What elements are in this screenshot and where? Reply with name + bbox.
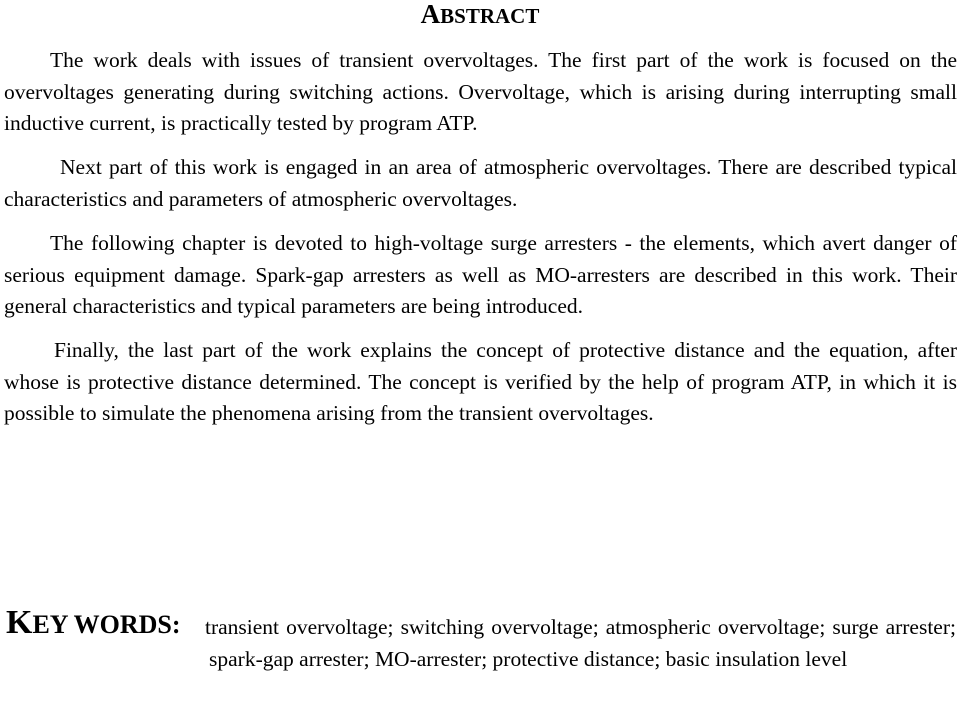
keywords-list: transient overvoltage; switching overvoltage; atmospheric overvoltage; surge arrester; spark-gap arrester; MO-arrester; protective distance; basic insulation level — [205, 615, 956, 671]
abstract-paragraph-2: Next part of this work is engaged in an area of atmospheric overvoltages. There are described typical characteristics and parameters of atmospheric overvoltages. — [4, 155, 957, 211]
abstract-paragraph-1: The work deals with issues of transient overvoltages. The first part of the work is focused on the overvoltages generating during switching actions. Overvoltage, which is arising during interrupting small inductive current, is practically tested by program ATP. — [4, 48, 957, 135]
abstract-paragraph-4: Finally, the last part of the work explains the concept of protective distance and the equation, after whose is protective distance determined. The concept is verified by the help of program ATP, in which it is possible to simulate the phenomena arising from the transient overvoltages. — [4, 338, 957, 425]
keywords-label-rest: EY WORDS — [32, 610, 172, 639]
abstract-heading — [0, 0, 960, 32]
keywords-label — [6, 606, 181, 642]
keywords-label-first-letter: K — [6, 604, 33, 641]
keywords-separator: : — [171, 610, 181, 639]
heading-first-letter: A — [420, 0, 441, 29]
heading-rest: BSTRACT — [440, 4, 540, 28]
abstract-paragraph-3: The following chapter is devoted to high-voltage surge arresters - the elements, which avert danger of serious equipment damage. Spark-gap arresters as well as MO-arresters are described in this work. Their general characteristics and typical parameters are being introduced. — [4, 231, 957, 318]
